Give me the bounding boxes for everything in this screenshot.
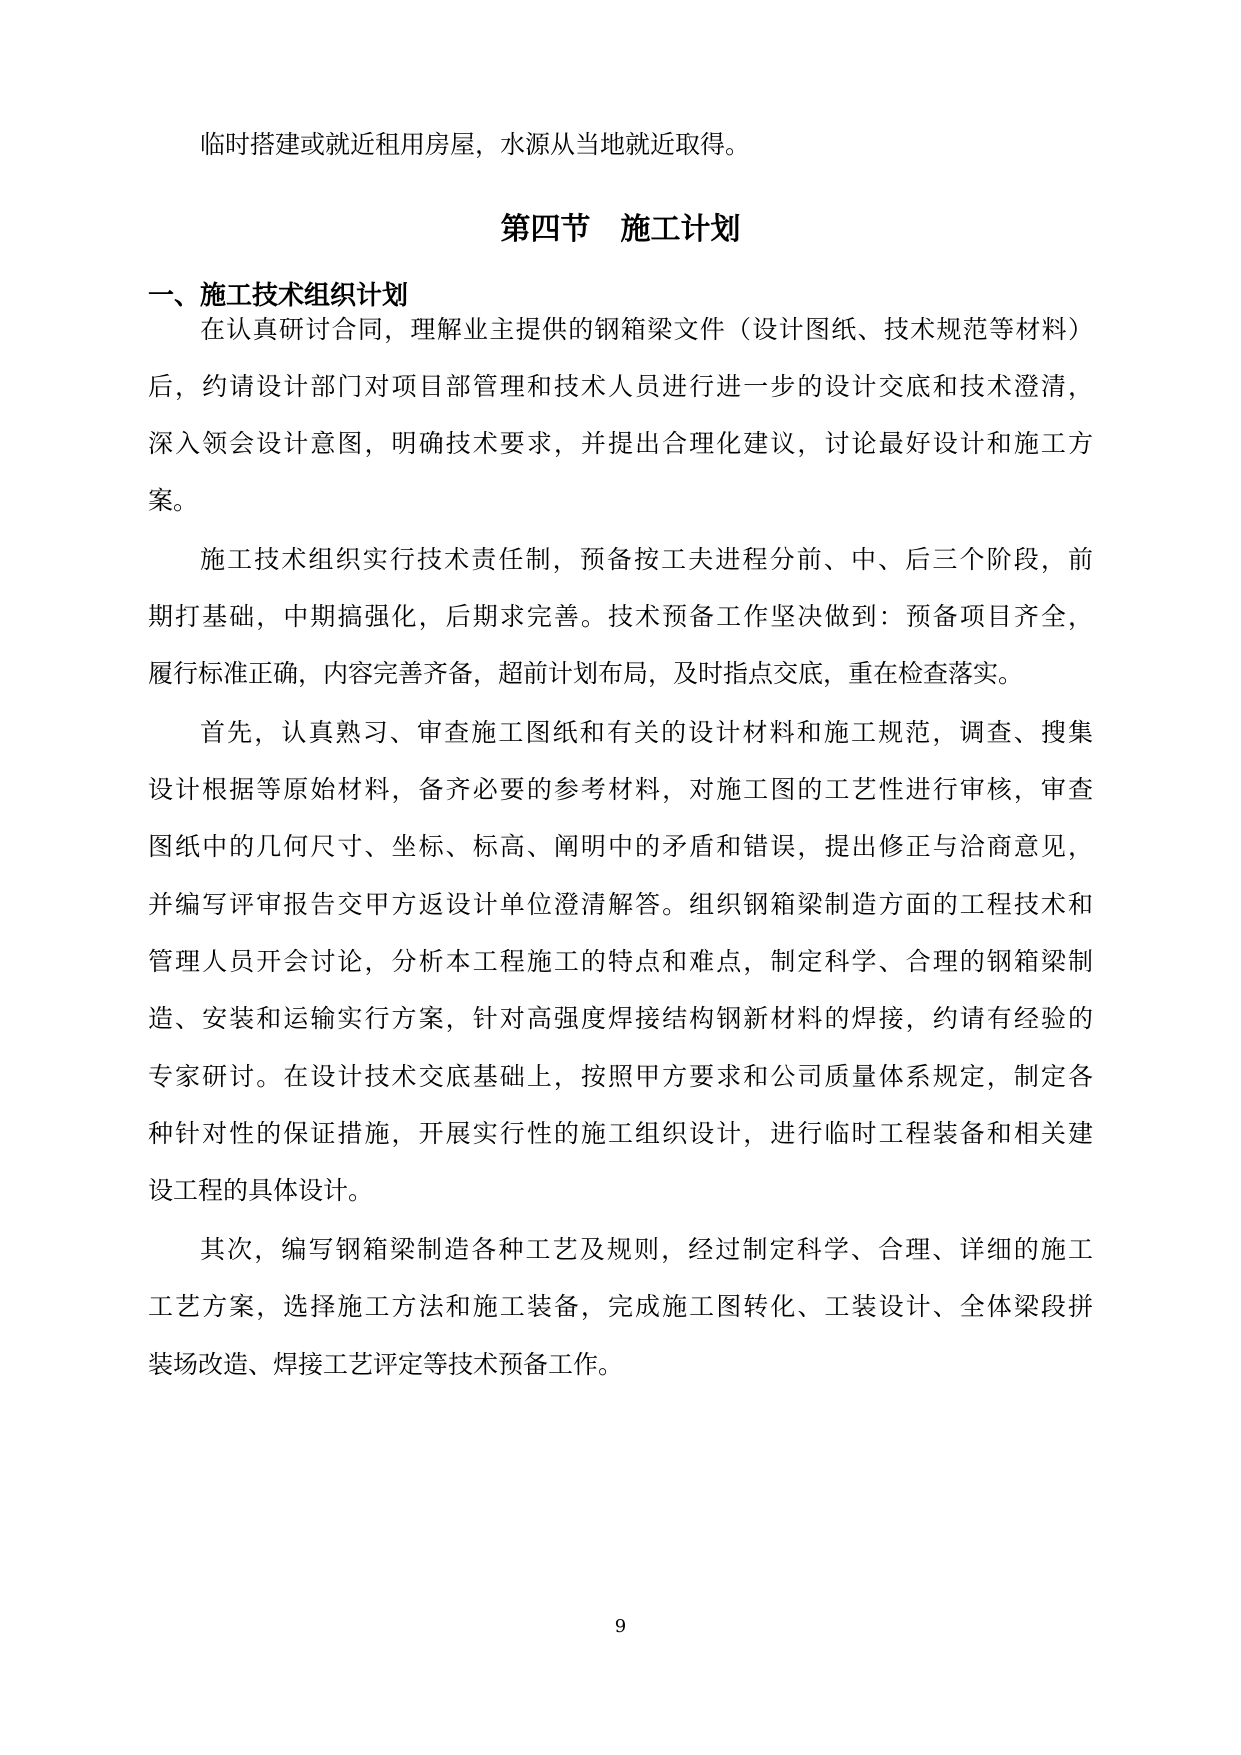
sub-heading: 一、施工技术组织计划 <box>148 281 409 311</box>
paragraph-3-line-9: 设工程的具体设计。 <box>148 1176 374 1205</box>
paragraph-1-line-1: 在认真研讨合同，理解业主提供的钢箱梁文件（设计图纸、技术规范等材料） <box>200 315 1093 344</box>
paragraph-1-line-3: 深入领会设计意图，明确技术要求，并提出合理化建议，讨论最好设计和施工方 <box>148 429 1093 458</box>
intro-line: 临时搭建或就近租用房屋，水源从当地就近取得。 <box>200 130 751 159</box>
paragraph-3-line-5: 管理人员开会讨论，分析本工程施工的特点和难点，制定科学、合理的钢箱梁制 <box>148 947 1093 976</box>
paragraph-3-line-6: 造、安装和运输实行方案，针对高强度焊接结构钢新材料的焊接，约请有经验的 <box>148 1004 1093 1033</box>
paragraph-3-line-7: 专家研讨。在设计技术交底基础上，按照甲方要求和公司质量体系规定，制定各 <box>148 1062 1093 1091</box>
page-number: 9 <box>614 1616 627 1637</box>
paragraph-2-line-1: 施工技术组织实行技术责任制，预备按工夫进程分前、中、后三个阶段，前 <box>200 545 1093 574</box>
paragraph-3-line-4: 并编写评审报告交甲方返设计单位澄清解答。组织钢箱梁制造方面的工程技术和 <box>148 890 1093 919</box>
section-title: 第四节 施工计划 <box>500 212 741 247</box>
paragraph-3-line-8: 种针对性的保证措施，开展实行性的施工组织设计，进行临时工程装备和相关建 <box>148 1119 1093 1148</box>
paragraph-3-line-2: 设计根据等原始材料，备齐必要的参考材料，对施工图的工艺性进行审核，审查 <box>148 775 1093 804</box>
paragraph-3-line-1: 首先，认真熟习、审查施工图纸和有关的设计材料和施工规范，调查、搜集 <box>200 718 1093 747</box>
paragraph-1-line-4: 案。 <box>148 486 199 515</box>
paragraph-2-line-2: 期打基础，中期搞强化，后期求完善。技术预备工作坚决做到：预备项目齐全， <box>148 602 1093 631</box>
paragraph-4-line-2: 工艺方案，选择施工方法和施工装备，完成施工图转化、工装设计、全体梁段拼 <box>148 1292 1093 1321</box>
paragraph-4-line-1: 其次，编写钢箱梁制造各种工艺及规则，经过制定科学、合理、详细的施工 <box>200 1235 1093 1264</box>
paragraph-2-line-3: 履行标准正确，内容完善齐备，超前计划布局，及时指点交底，重在检查落实。 <box>148 659 1024 688</box>
paragraph-4-line-3: 装场改造、焊接工艺评定等技术预备工作。 <box>148 1350 624 1379</box>
paragraph-3-line-3: 图纸中的几何尺寸、坐标、标高、阐明中的矛盾和错误，提出修正与洽商意见， <box>148 832 1093 861</box>
paragraph-1-line-2: 后，约请设计部门对项目部管理和技术人员进行进一步的设计交底和技术澄清， <box>148 372 1093 401</box>
